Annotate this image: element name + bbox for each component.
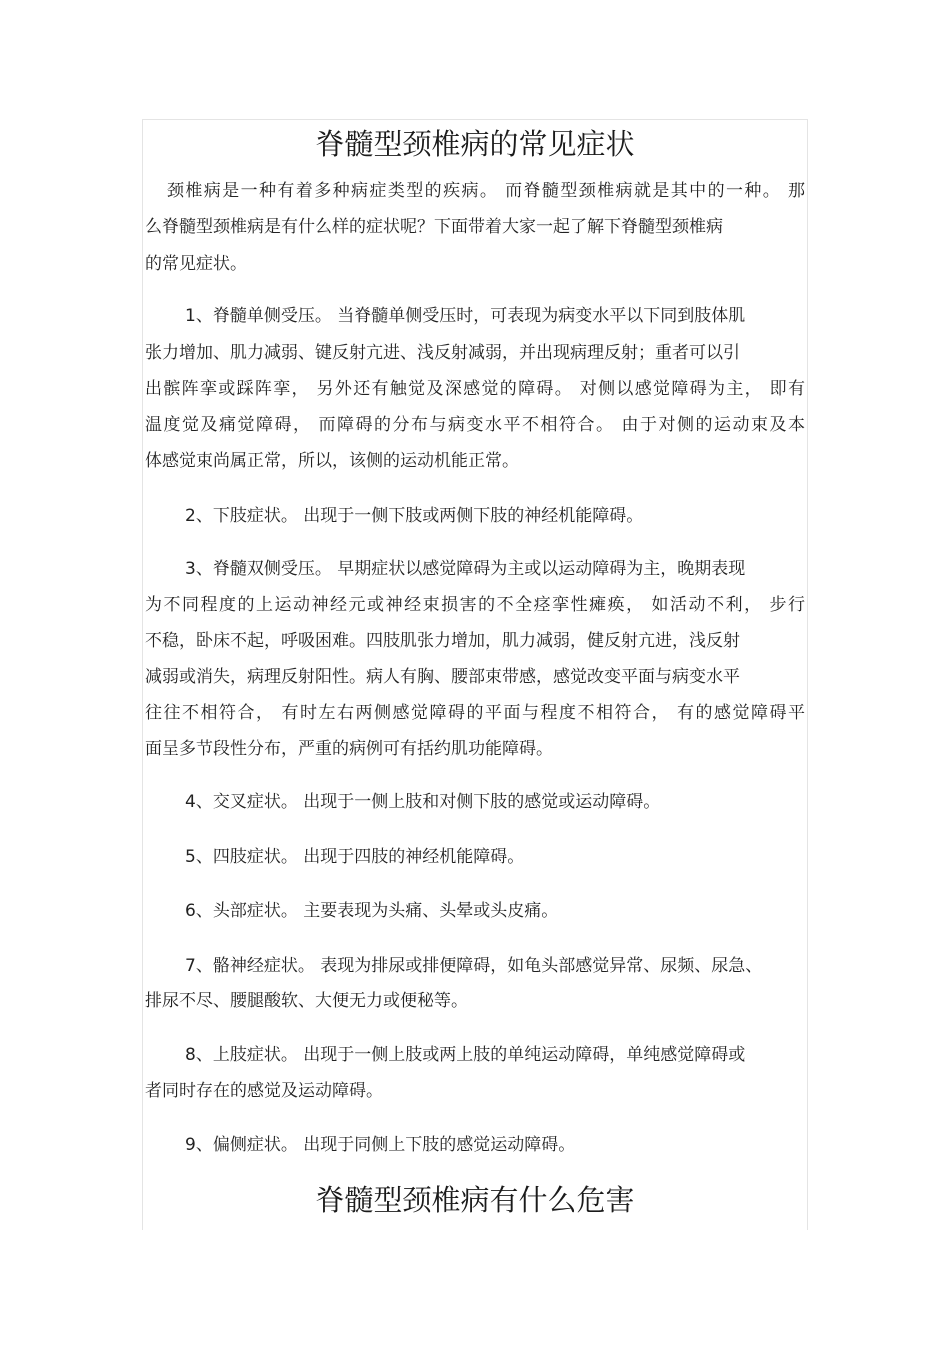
list-item-line: 减弱或消失，病理反射阳性。病人有胸、腰部束带感，感觉改变平面与病变水平 — [145, 667, 740, 687]
list-item-line: 6、头部症状。 主要表现为头痛、头晕或头皮痛。 — [185, 901, 559, 921]
page-title: 脊髓型颈椎病的常见症状 — [315, 127, 635, 161]
list-item-line: 出髌阵挛或踩阵挛， 另外还有触觉及深感觉的障碍。 对侧以感觉障碍为主， 即有 — [145, 379, 805, 399]
list-item-line: 排尿不尽、腰腿酸软、大便无力或便秘等。 — [145, 991, 468, 1011]
list-item-line: 不稳，卧床不起，呼吸困难。四肢肌张力增加，肌力减弱，健反射亢进，浅反射 — [145, 631, 740, 651]
list-item-line: 1、脊髓单侧受压。 当脊髓单侧受压时，可表现为病变水平以下同到肢体肌 — [185, 306, 746, 326]
intro-line: 的常见症状。 — [145, 254, 247, 274]
list-item-line: 体感觉束尚属正常，所以，该侧的运动机能正常。 — [145, 451, 519, 471]
list-item-line: 8、上肢症状。 出现于一侧上肢或两上肢的单纯运动障碍，单纯感觉障碍或 — [185, 1045, 746, 1065]
list-item-line: 温度觉及痛觉障碍， 而障碍的分布与病变水平不相符合。 由于对侧的运动束及本 — [145, 415, 805, 435]
document-page — [142, 119, 808, 1230]
list-item-line: 2、下肢症状。 出现于一侧下肢或两侧下肢的神经机能障碍。 — [185, 506, 644, 526]
section-subtitle: 脊髓型颈椎病有什么危害 — [315, 1183, 635, 1217]
list-item-line: 5、四肢症状。 出现于四肢的神经机能障碍。 — [185, 847, 525, 867]
intro-line: 颈椎病是一种有着多种病症类型的疾病。 而脊髓型颈椎病就是其中的一种。 那 — [167, 181, 805, 201]
list-item-line: 为不同程度的上运动神经元或神经束损害的不全痉挛性瘫痪， 如活动不利， 步行 — [145, 595, 805, 615]
list-item-line: 者同时存在的感觉及运动障碍。 — [145, 1081, 383, 1101]
list-item-line: 面呈多节段性分布，严重的病例可有括约肌功能障碍。 — [145, 739, 553, 759]
list-item-line: 张力增加、肌力减弱、键反射亢进、浅反射减弱，并出现病理反射；重者可以引 — [145, 343, 740, 363]
list-item-line: 4、交叉症状。 出现于一侧上肢和对侧下肢的感觉或运动障碍。 — [185, 792, 661, 812]
list-item-line: 9、偏侧症状。 出现于同侧上下肢的感觉运动障碍。 — [185, 1135, 576, 1155]
intro-line: 么脊髓型颈椎病是有什么样的症状呢？下面带着大家一起了解下脊髓型颈椎病 — [145, 217, 723, 237]
list-item-line: 3、脊髓双侧受压。 早期症状以感觉障碍为主或以运动障碍为主，晚期表现 — [185, 559, 746, 579]
list-item-line: 往往不相符合， 有时左右两侧感觉障碍的平面与程度不相符合， 有的感觉障碍平 — [145, 703, 805, 723]
list-item-line: 7、骼神经症状。 表现为排尿或排便障碍，如龟头部感觉异常、尿频、尿急、 — [185, 956, 763, 976]
